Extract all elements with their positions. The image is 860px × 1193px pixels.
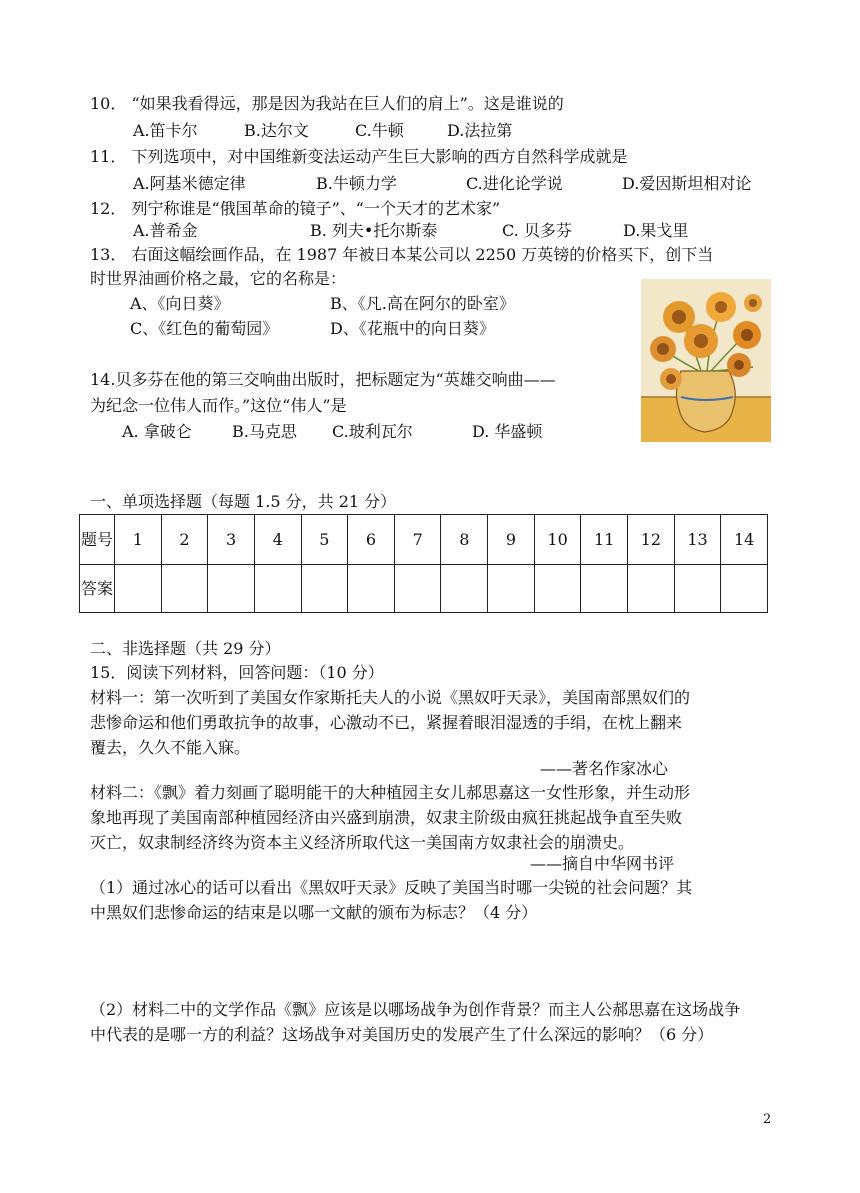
question-number-cell: 2 [161, 515, 208, 565]
question-number-cell: 10 [534, 515, 581, 565]
q12-option-d: D.果戈里 [623, 221, 689, 240]
q13-option-c: C、《红色的葡萄园》 [130, 319, 279, 338]
q13-option-a: A、《向日葵》 [130, 294, 230, 313]
q10-stem: 10． “如果我看得远，那是因为我站在巨人们的肩上”。这是谁说的 [90, 94, 564, 113]
q13-option-d: D、《花瓶中的向日葵》 [330, 319, 495, 338]
q11-option-a: A.阿基米德定律 [133, 174, 246, 193]
material2-line1: 材料二：《飘》着力刻画了聪明能干的大种植园主女儿郝思嘉这一女性形象，并生动形 [90, 783, 691, 802]
q14-option-a: A. 拿破仑 [122, 422, 192, 441]
question-number-cell: 12 [628, 515, 675, 565]
question-number-cell: 14 [721, 515, 768, 565]
question-number-cell: 3 [208, 515, 255, 565]
sub-question-2-line1: （2）材料二中的文学作品《飘》应该是以哪场战争为创作背景？而主人公郝思嘉在这场战争 [90, 1000, 741, 1019]
q14-stem-line2: 为纪念一位伟人而作。”这位“伟人”是 [90, 396, 347, 415]
q10-option-c: C.牛顿 [355, 121, 404, 140]
q10-options [133, 120, 512, 142]
question-number-cell: 6 [348, 515, 395, 565]
q14-option-d: D. 华盛顿 [472, 422, 543, 441]
answer-cell[interactable] [301, 565, 348, 613]
question-number-cell: 1 [115, 515, 162, 565]
question-number-cell: 7 [394, 515, 441, 565]
q11-option-c: C.进化论学说 [466, 174, 563, 193]
question-number-cell: 5 [301, 515, 348, 565]
page-number: 2 [763, 1112, 772, 1127]
header-question-number: 题号 [80, 515, 115, 565]
section2-title: 二、非选择题（共 29 分） [90, 639, 281, 658]
question-number-cell: 8 [441, 515, 488, 565]
q11-option-b: B.牛顿力学 [316, 174, 397, 193]
q11-option-d: D.爱因斯坦相对论 [622, 174, 752, 193]
answer-cell[interactable] [348, 565, 395, 613]
sub-question-1-line2: 中黑奴们悲惨命运的结束是以哪一文献的颁布为标志？（4 分） [90, 903, 538, 922]
sunflowers-image [641, 279, 771, 442]
answer-cell[interactable] [115, 565, 162, 613]
q13-options-row2 [130, 318, 495, 340]
table-row-answers [80, 565, 768, 613]
q12-option-b: B. 列夫•托尔斯泰 [310, 221, 438, 240]
header-answer: 答案 [80, 565, 115, 613]
q12-option-a: A.普希金 [133, 221, 198, 240]
q13-stem-line1: 13． 右面这幅绘画作品，在 1987 年被日本某公司以 2250 万英镑的价格买下，创下当 [90, 245, 714, 264]
q14-option-b: B.马克思 [232, 422, 297, 441]
q13-options-row1 [130, 293, 515, 315]
q15-title: 15．阅读下列材料，回答问题：（10 分） [90, 663, 384, 682]
material1-line2: 悲惨命运和他们勇敢抗争的故事，心激动不已，紧握着眼泪湿透的手绢，在枕上翻来 [90, 713, 683, 732]
q13-stem-line2: 时世界油画价格之最，它的名称是： [90, 269, 347, 288]
answer-cell[interactable] [628, 565, 675, 613]
q11-options [133, 173, 751, 195]
q14-options [122, 421, 542, 443]
answer-cell[interactable] [161, 565, 208, 613]
q14-option-c: C.玻利瓦尔 [332, 422, 413, 441]
question-number-cell: 9 [488, 515, 535, 565]
material2-line2: 象地再现了美国南部种植园经济由兴盛到崩溃，奴隶主阶级由疯狂挑起战争直至失败 [90, 808, 683, 827]
answer-cell[interactable] [581, 565, 628, 613]
q10-option-b: B.达尔文 [244, 121, 309, 140]
material1-source: ——著名作家冰心 [540, 759, 669, 778]
answer-table [79, 514, 768, 613]
answer-cell[interactable] [488, 565, 535, 613]
section1-title: 一、单项选择题（每题 1.5 分，共 21 分） [90, 492, 397, 511]
sub-question-2-line2: 中代表的是哪一方的利益？这场战争对美国历史的发展产生了什么深远的影响？（6 分） [90, 1025, 714, 1044]
material1-line1: 材料一：第一次听到了美国女作家斯托夫人的小说《黑奴吁天录》，美国南部黑奴们的 [90, 688, 691, 707]
answer-cell[interactable] [394, 565, 441, 613]
q10-option-a: A.笛卡尔 [133, 121, 198, 140]
q14-stem-line1: 14.贝多芬在他的第三交响曲出版时，把标题定为“英雄交响曲—— [90, 370, 556, 389]
answer-cell[interactable] [254, 565, 301, 613]
q12-option-c: C. 贝多芬 [502, 221, 572, 240]
question-number-cell: 4 [254, 515, 301, 565]
material2-line3: 灭亡，奴隶制经济终为资本主义经济所取代这一美国南方奴隶社会的崩溃史。 [90, 833, 635, 852]
q12-stem: 12． 列宁称谁是“俄国革命的镜子”、“一个天才的艺术家” [90, 199, 501, 218]
answer-cell[interactable] [208, 565, 255, 613]
answer-cell[interactable] [534, 565, 581, 613]
sub-question-1-line1: （1）通过冰心的话可以看出《黑奴吁天录》反映了美国当时哪一尖锐的社会问题？其 [90, 878, 693, 897]
table-row-numbers [80, 515, 768, 565]
q13-option-b: B、《凡.高在阿尔的卧室》 [330, 294, 515, 313]
question-number-cell: 13 [674, 515, 721, 565]
sunflowers-painting [641, 279, 771, 442]
q10-option-d: D.法拉第 [447, 121, 513, 140]
material2-source: ——摘自中华网书评 [530, 854, 675, 873]
answer-cell[interactable] [674, 565, 721, 613]
answer-cell[interactable] [721, 565, 768, 613]
q12-options [133, 220, 688, 242]
material1-line3: 覆去，久久不能入寐。 [90, 738, 251, 757]
q11-stem: 11． 下列选项中，对中国维新变法运动产生巨大影响的西方自然科学成就是 [90, 147, 628, 166]
question-number-cell: 11 [581, 515, 628, 565]
answer-cell[interactable] [441, 565, 488, 613]
